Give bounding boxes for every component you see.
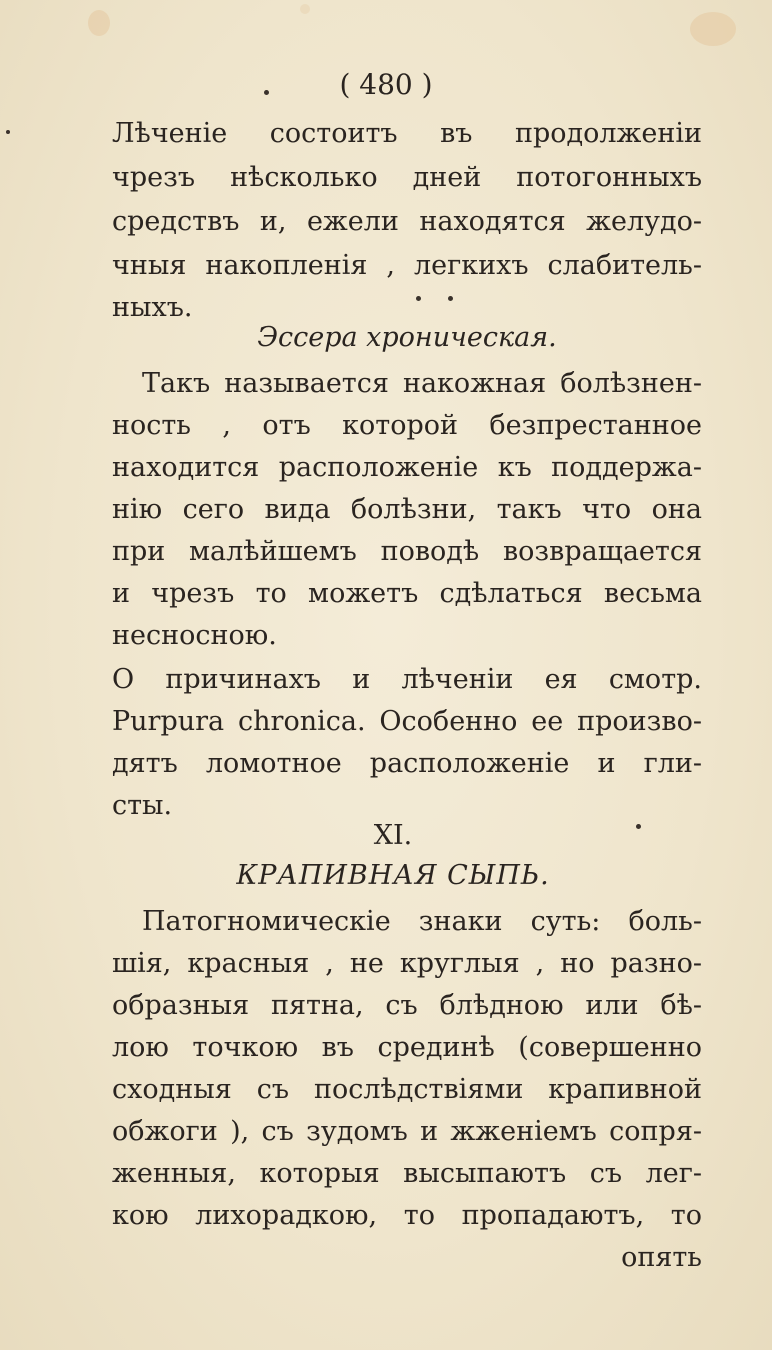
speck: [416, 296, 421, 301]
text-line: сходныя съ послѣдствіями крапивной: [112, 1074, 702, 1105]
text-line: Purpura chronica. Особенно ее произво-: [112, 706, 702, 737]
text-line: Такъ называется накожная болѣзнен-: [142, 368, 702, 399]
text-line: обжоги ), съ зудомъ и жженіемъ сопря-: [112, 1116, 702, 1147]
text-line: нію сего вида болѣзни, такъ что она: [112, 494, 702, 525]
text-line: лою точкою въ срединѣ (совершенно: [112, 1032, 702, 1063]
subheading-essera: Эссера хроническая.: [257, 322, 557, 353]
stain-top-left: [88, 10, 110, 36]
text-line: дятъ ломотное расположеніе и гли-: [112, 748, 702, 779]
text-line: находится расположеніе къ поддержа-: [112, 452, 702, 483]
text-line: чныя накопленія , легкихъ слабитель-: [112, 250, 702, 281]
stain-top-center: [300, 4, 310, 14]
text-line: ныхъ.: [112, 292, 193, 323]
text-line: несносною.: [112, 620, 277, 651]
text-line: и чрезъ то можетъ сдѣлаться весьма: [112, 578, 702, 609]
text-line: средствъ и, ежели находятся желудо-: [112, 206, 702, 237]
text-line: ность , отъ которой безпрестанное: [112, 410, 702, 441]
text-line: при малѣйшемъ поводѣ возвращается: [112, 536, 702, 567]
catchword: опять: [621, 1242, 702, 1273]
speck: [264, 90, 269, 95]
text-line: кою лихорадкою, то пропадаютъ, то: [112, 1200, 702, 1231]
page-number: ( 480 ): [339, 68, 433, 101]
section-number: XI.: [373, 820, 413, 851]
section-title: КРАПИВНАЯ СЫПЬ.: [236, 860, 550, 891]
speck: [6, 130, 10, 134]
text-line: О причинахъ и лѣченіи ея смотр.: [112, 664, 702, 695]
text-line: Лѣченіе состоитъ въ продолженіи: [112, 118, 702, 149]
stain-top-right: [690, 12, 736, 46]
text-line: образныя пятна, съ блѣдною или бѣ-: [112, 990, 702, 1021]
speck: [448, 296, 453, 301]
text-line: Патогномическіе знаки суть: боль-: [142, 906, 702, 937]
speck: [636, 824, 641, 829]
text-line: шія, красныя , не круглыя , но разно-: [112, 948, 702, 979]
text-line: женныя, которыя высыпаютъ съ лег-: [112, 1158, 702, 1189]
text-line: сты.: [112, 790, 173, 821]
text-line: чрезъ нѣсколько дней потогонныхъ: [112, 162, 702, 193]
